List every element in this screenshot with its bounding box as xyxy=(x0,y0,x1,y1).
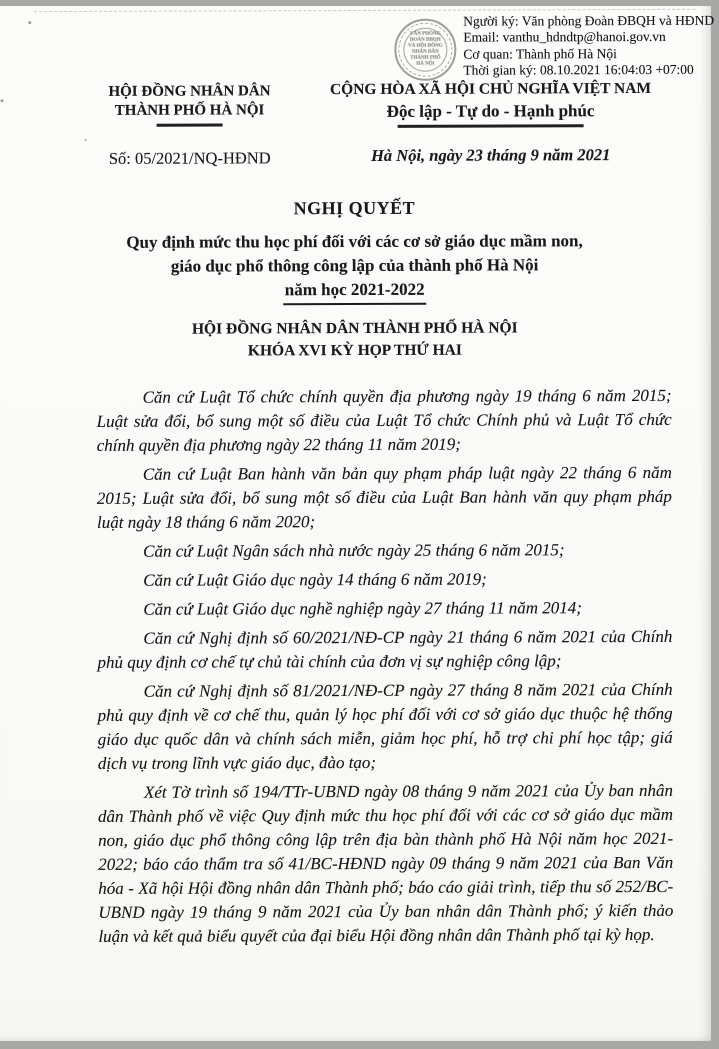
issuing-authority-line2: THÀNH PHỐ HÀ NỘI xyxy=(114,102,265,119)
scan-artifact-line xyxy=(34,9,695,12)
national-header-block xyxy=(314,79,666,166)
seal-text-line: HÀ NỘI xyxy=(416,61,435,67)
seal-text-line: THÀNH PHỐ xyxy=(410,55,441,61)
subject-line1: Quy định mức thu học phí đối với các cơ sở giáo dục mầm non, xyxy=(126,231,583,252)
preamble-paragraph: Căn cứ Luật Ngân sách nhà nước ngày 25 tháng 6 năm 2015; xyxy=(143,540,565,561)
document-number: Số: 05/2021/NQ-HĐND xyxy=(108,147,271,168)
office-seal-stamp-icon xyxy=(394,19,456,81)
document-type-title: NGHỊ QUYẾT xyxy=(293,197,416,219)
subject-line3 xyxy=(0,277,710,306)
signature-email-line: Email: vanthu_hdndtp@hanoi.gov.vn xyxy=(463,29,666,46)
preamble-paragraph: Xét Tờ trình số 194/TTr-UBND ngày 08 tháng 9 năm 2021 của Ủy ban nhân dân Thành phố về việc Quy định mức thu học phí đối với các cơ sở giáo dục mầm non, giáo dục phổ thông công lập trên địa bàn thành phố Hà Nội năm học 2021-2022; báo cáo thẩm tra số 41/BC-HĐND ngày 09 tháng 9 năm 2021 của Ban Văn hóa - Xã hội Hội đồng nhân dân Thành phố; báo cáo giải trình, tiếp thu số 252/BC-UBND ngày 19 tháng 9 năm 2021 của Ủy ban nhân dân Thành phố; ý kiến thảo luận và kết quả biểu quyết của đại biểu Hội đồng nhân dân Thành phố tại kỳ họp. xyxy=(97,780,674,946)
scan-speck xyxy=(28,21,31,24)
subject-school-year: năm học 2021-2022 xyxy=(283,278,427,306)
issuer-underline xyxy=(157,123,223,126)
page-content xyxy=(0,5,713,1042)
council-session: KHÓA XVI KỲ HỌP THỨ HAI xyxy=(247,341,462,360)
seal-text-line: NHÂN DÂN xyxy=(411,49,439,55)
council-session-block xyxy=(0,317,710,363)
seal-text-line: VĂN PHÒNG xyxy=(410,31,441,37)
seal-text-line: VÀ HỘI ĐỒNG xyxy=(408,43,443,49)
digital-signature-block xyxy=(394,13,714,81)
seal-text xyxy=(403,28,447,72)
national-motto: Độc lập - Tự do - Hạnh phúc xyxy=(386,101,595,121)
document-subject xyxy=(0,229,710,306)
preamble-paragraph: Căn cứ Nghị định số 60/2021/NĐ-CP ngày 21 tháng 6 năm 2021 của Chính phủ quy định cơ chế tự chủ tài chính của đơn vị sự nghiệp công lập; xyxy=(97,626,673,672)
signature-agency-line: Cơ quan: Thành phố Hà Nội xyxy=(463,45,617,62)
issuing-authority-line1: HỘI ĐỒNG NHÂN DÂN xyxy=(108,83,271,100)
preamble-paragraph: Căn cứ Luật Ban hành văn bản quy phạm pháp luật ngày 22 tháng 6 năm 2015; Luật sửa đổi, bổ sung một số điều của Luật Ban hành văn quy phạm pháp luật ngày 18 tháng 6 năm 2020; xyxy=(96,462,672,532)
preamble-paragraph: Căn cứ Nghị định số 81/2021/NĐ-CP ngày 27 tháng 8 năm 2021 của Chính phủ quy định về cơ chế thu, quản lý học phí đối với cơ sở giáo dục thuộc hệ thống giáo dục quốc dân và chính sách miễn, giảm học phí, hỗ trợ chi phí học tập; giá dịch vụ trong lĩnh vực giáo dục, đào tạo; xyxy=(97,679,673,773)
place-and-date: Hà Nội, ngày 23 tháng 9 năm 2021 xyxy=(371,144,611,165)
document-page xyxy=(0,6,715,1041)
signature-signer-line: Người ký: Văn phòng Đoàn ĐBQH và HĐND xyxy=(463,12,715,29)
motto-underline xyxy=(398,124,584,127)
preamble-text xyxy=(97,384,674,954)
preamble-paragraph: Căn cứ Luật Giáo dục nghề nghiệp ngày 27 tháng 11 năm 2014; xyxy=(143,598,582,619)
council-name: HỘI ĐỒNG NHÂN DÂN THÀNH PHỐ HÀ NỘI xyxy=(191,319,518,338)
national-title: CỘNG HÒA XÃ HỘI CHỦ NGHĨA VIỆT NAM xyxy=(329,79,652,99)
preamble-paragraph: Căn cứ Luật Giáo dục ngày 14 tháng 6 năm 2019; xyxy=(143,569,487,590)
subject-line2: giáo dục phổ thông công lập của thành phố Hà Nội xyxy=(170,255,539,276)
seal-text-line: ĐOÀN ĐBQH xyxy=(409,37,441,43)
title-block xyxy=(0,197,710,363)
signature-time-line: Thời gian ký: 08.10.2021 16:04:03 +07:00 xyxy=(463,62,694,78)
issuing-authority-block xyxy=(70,82,308,167)
preamble-paragraph: Căn cứ Luật Tổ chức chính quyền địa phương ngày 19 tháng 6 năm 2015; Luật sửa đổi, bổ sung một số điều của Luật Tổ chức Chính phủ và Luật Tổ chức chính quyền địa phương ngày 22 tháng 11 năm 2019; xyxy=(96,385,672,455)
scan-speck xyxy=(1,99,4,102)
signature-details xyxy=(463,13,714,81)
